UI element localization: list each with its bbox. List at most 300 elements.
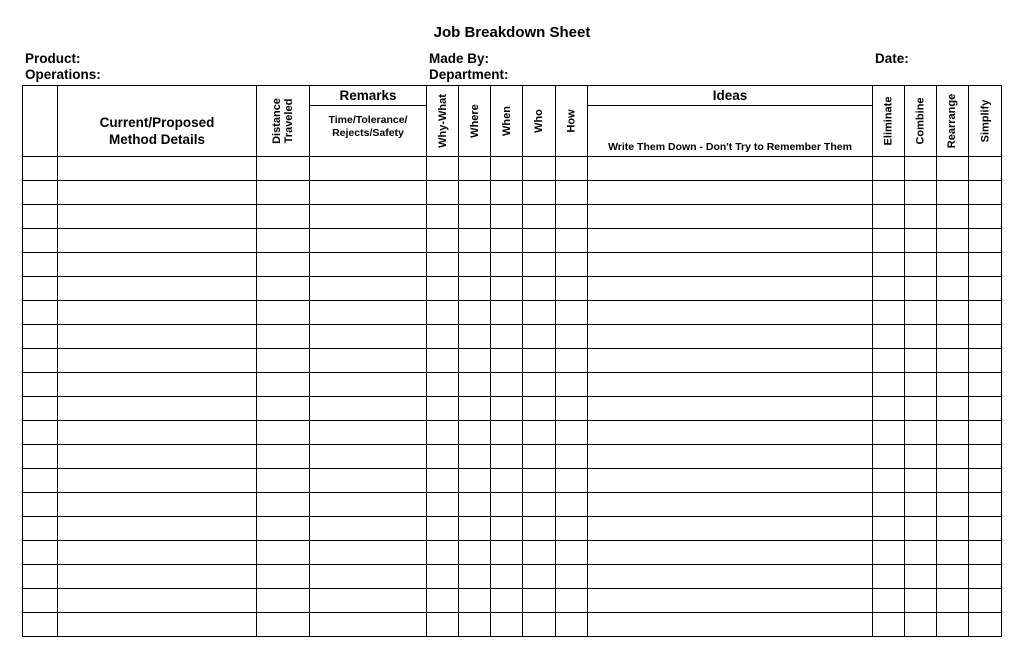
table-cell[interactable] <box>556 565 588 589</box>
table-cell[interactable] <box>905 325 937 349</box>
table-cell[interactable] <box>523 517 556 541</box>
table-cell[interactable] <box>310 229 427 253</box>
table-cell[interactable] <box>905 565 937 589</box>
table-cell[interactable] <box>523 373 556 397</box>
table-cell[interactable] <box>23 373 58 397</box>
table-cell[interactable] <box>491 325 523 349</box>
table-cell[interactable] <box>523 589 556 613</box>
table-cell[interactable] <box>427 325 459 349</box>
table-cell[interactable] <box>905 541 937 565</box>
table-cell[interactable] <box>427 589 459 613</box>
table-cell[interactable] <box>873 541 905 565</box>
table-cell[interactable] <box>459 445 491 469</box>
table-cell[interactable] <box>588 469 873 493</box>
table-cell[interactable] <box>523 157 556 181</box>
table-cell[interactable] <box>905 253 937 277</box>
table-cell[interactable] <box>310 613 427 637</box>
table-cell[interactable] <box>969 229 1002 253</box>
table-cell[interactable] <box>459 469 491 493</box>
table-cell[interactable] <box>873 445 905 469</box>
table-cell[interactable] <box>873 277 905 301</box>
table-cell[interactable] <box>969 517 1002 541</box>
table-cell[interactable] <box>556 301 588 325</box>
table-cell[interactable] <box>969 421 1002 445</box>
table-cell[interactable] <box>873 253 905 277</box>
table-cell[interactable] <box>873 469 905 493</box>
job-breakdown-table <box>22 85 1002 637</box>
table-cell[interactable] <box>905 301 937 325</box>
table-cell[interactable] <box>427 445 459 469</box>
table-cell[interactable] <box>523 445 556 469</box>
table-cell[interactable] <box>58 589 257 613</box>
table-cell[interactable] <box>491 397 523 421</box>
table-cell[interactable] <box>937 325 969 349</box>
header-rearrange-label: Rearrange <box>946 93 959 149</box>
table-cell[interactable] <box>969 541 1002 565</box>
table-cell[interactable] <box>969 253 1002 277</box>
table-cell[interactable] <box>257 397 310 421</box>
table-cell[interactable] <box>969 157 1002 181</box>
table-cell[interactable] <box>523 421 556 445</box>
table-cell[interactable] <box>588 589 873 613</box>
table-cell[interactable] <box>905 517 937 541</box>
table-cell[interactable] <box>23 277 58 301</box>
table-cell[interactable] <box>427 253 459 277</box>
table-cell[interactable] <box>873 421 905 445</box>
table-cell[interactable] <box>523 493 556 517</box>
table-cell[interactable] <box>427 541 459 565</box>
table-cell[interactable] <box>873 589 905 613</box>
table-cell[interactable] <box>523 253 556 277</box>
table-cell[interactable] <box>491 157 523 181</box>
table-cell[interactable] <box>905 277 937 301</box>
table-cell[interactable] <box>491 301 523 325</box>
table-cell[interactable] <box>257 565 310 589</box>
table-cell[interactable] <box>427 229 459 253</box>
table-cell[interactable] <box>310 469 427 493</box>
table-cell[interactable] <box>588 229 873 253</box>
table-cell[interactable] <box>937 349 969 373</box>
table-cell[interactable] <box>459 493 491 517</box>
table-cell[interactable] <box>491 349 523 373</box>
table-cell[interactable] <box>459 397 491 421</box>
table-cell[interactable] <box>937 229 969 253</box>
table-cell[interactable] <box>491 445 523 469</box>
table-cell[interactable] <box>58 397 257 421</box>
table-cell[interactable] <box>23 157 58 181</box>
table-cell[interactable] <box>58 373 257 397</box>
header-why-what <box>427 86 459 157</box>
header-ideas-sub: Write Them Down - Don't Try to Remember Them <box>588 106 873 157</box>
table-cell[interactable] <box>588 205 873 229</box>
table-cell[interactable] <box>588 157 873 181</box>
table-cell[interactable] <box>905 349 937 373</box>
table-cell[interactable] <box>491 373 523 397</box>
table-cell[interactable] <box>937 469 969 493</box>
table-cell[interactable] <box>427 373 459 397</box>
table-cell[interactable] <box>310 325 427 349</box>
table-cell[interactable] <box>556 349 588 373</box>
table-cell[interactable] <box>459 421 491 445</box>
table-cell[interactable] <box>427 301 459 325</box>
table-cell[interactable] <box>310 349 427 373</box>
table-cell[interactable] <box>257 373 310 397</box>
table-cell[interactable] <box>459 613 491 637</box>
table-cell[interactable] <box>905 205 937 229</box>
table-cell[interactable] <box>873 493 905 517</box>
table-cell[interactable] <box>556 373 588 397</box>
table-cell[interactable] <box>23 565 58 589</box>
table-cell[interactable] <box>937 301 969 325</box>
table-cell[interactable] <box>257 229 310 253</box>
table-cell[interactable] <box>969 565 1002 589</box>
table-cell[interactable] <box>523 325 556 349</box>
table-cell[interactable] <box>905 493 937 517</box>
table-cell[interactable] <box>905 229 937 253</box>
table-cell[interactable] <box>937 277 969 301</box>
table-cell[interactable] <box>873 517 905 541</box>
table-cell[interactable] <box>459 325 491 349</box>
table-cell[interactable] <box>491 517 523 541</box>
table-cell[interactable] <box>588 373 873 397</box>
table-cell[interactable] <box>969 613 1002 637</box>
table-cell[interactable] <box>523 469 556 493</box>
table-cell[interactable] <box>873 613 905 637</box>
table-cell[interactable] <box>58 229 257 253</box>
table-cell[interactable] <box>23 493 58 517</box>
table-cell[interactable] <box>58 277 257 301</box>
table-cell[interactable] <box>556 205 588 229</box>
table-cell[interactable] <box>427 397 459 421</box>
table-cell[interactable] <box>969 373 1002 397</box>
table-cell[interactable] <box>58 253 257 277</box>
header-rearrange <box>937 86 969 157</box>
table-cell[interactable] <box>937 373 969 397</box>
table-cell[interactable] <box>905 589 937 613</box>
table-cell[interactable] <box>58 181 257 205</box>
table-row <box>23 493 1002 517</box>
table-cell[interactable] <box>257 157 310 181</box>
table-cell[interactable] <box>58 517 257 541</box>
table-cell[interactable] <box>310 277 427 301</box>
table-cell[interactable] <box>969 445 1002 469</box>
table-cell[interactable] <box>523 277 556 301</box>
table-cell[interactable] <box>310 373 427 397</box>
table-cell[interactable] <box>969 349 1002 373</box>
table-cell[interactable] <box>588 493 873 517</box>
table-cell[interactable] <box>556 277 588 301</box>
table-cell[interactable] <box>556 469 588 493</box>
table-cell[interactable] <box>556 325 588 349</box>
table-cell[interactable] <box>523 205 556 229</box>
table-row <box>23 373 1002 397</box>
table-cell[interactable] <box>58 469 257 493</box>
table-cell[interactable] <box>23 229 58 253</box>
header-eliminate-label: Eliminate <box>882 96 895 146</box>
table-cell[interactable] <box>459 229 491 253</box>
table-cell[interactable] <box>937 493 969 517</box>
header-who-label: Who <box>532 109 545 133</box>
table-cell[interactable] <box>873 565 905 589</box>
table-cell[interactable] <box>459 181 491 205</box>
table-cell[interactable] <box>23 541 58 565</box>
table-cell[interactable] <box>588 517 873 541</box>
table-cell[interactable] <box>556 589 588 613</box>
table-cell[interactable] <box>556 397 588 421</box>
department-label: Department: <box>429 67 509 82</box>
table-cell[interactable] <box>491 229 523 253</box>
table-cell[interactable] <box>257 517 310 541</box>
table-cell[interactable] <box>58 493 257 517</box>
table-cell[interactable] <box>588 325 873 349</box>
table-row <box>23 397 1002 421</box>
table-cell[interactable] <box>556 229 588 253</box>
table-cell[interactable] <box>937 157 969 181</box>
table-cell[interactable] <box>905 445 937 469</box>
table-cell[interactable] <box>257 325 310 349</box>
table-cell[interactable] <box>523 181 556 205</box>
table-cell[interactable] <box>588 565 873 589</box>
table-cell[interactable] <box>459 157 491 181</box>
table-cell[interactable] <box>23 349 58 373</box>
table-cell[interactable] <box>523 397 556 421</box>
table-row <box>23 253 1002 277</box>
table-cell[interactable] <box>588 445 873 469</box>
table-cell[interactable] <box>427 517 459 541</box>
table-cell[interactable] <box>588 613 873 637</box>
table-cell[interactable] <box>23 589 58 613</box>
table-cell[interactable] <box>257 469 310 493</box>
table-cell[interactable] <box>873 349 905 373</box>
table-cell[interactable] <box>257 301 310 325</box>
table-cell[interactable] <box>459 565 491 589</box>
table-cell[interactable] <box>969 325 1002 349</box>
table-cell[interactable] <box>588 421 873 445</box>
table-cell[interactable] <box>310 565 427 589</box>
table-cell[interactable] <box>310 445 427 469</box>
table-cell[interactable] <box>459 205 491 229</box>
table-cell[interactable] <box>556 613 588 637</box>
table-cell[interactable] <box>257 541 310 565</box>
table-cell[interactable] <box>58 445 257 469</box>
table-cell[interactable] <box>873 157 905 181</box>
table-cell[interactable] <box>23 421 58 445</box>
table-cell[interactable] <box>905 613 937 637</box>
table-cell[interactable] <box>310 253 427 277</box>
table-cell[interactable] <box>491 421 523 445</box>
table-cell[interactable] <box>969 181 1002 205</box>
table-cell[interactable] <box>937 541 969 565</box>
table-cell[interactable] <box>257 349 310 373</box>
table-cell[interactable] <box>459 301 491 325</box>
table-cell[interactable] <box>23 253 58 277</box>
table-cell[interactable] <box>427 205 459 229</box>
table-cell[interactable] <box>588 349 873 373</box>
table-cell[interactable] <box>459 517 491 541</box>
table-cell[interactable] <box>523 613 556 637</box>
table-cell[interactable] <box>937 445 969 469</box>
table-cell[interactable] <box>556 181 588 205</box>
table-cell[interactable] <box>58 205 257 229</box>
table-cell[interactable] <box>556 445 588 469</box>
table-cell[interactable] <box>905 421 937 445</box>
table-cell[interactable] <box>257 205 310 229</box>
table-cell[interactable] <box>491 469 523 493</box>
table-cell[interactable] <box>257 277 310 301</box>
operations-label: Operations: <box>25 67 101 82</box>
table-cell[interactable] <box>427 349 459 373</box>
table-cell[interactable] <box>491 541 523 565</box>
table-cell[interactable] <box>427 469 459 493</box>
table-cell[interactable] <box>427 613 459 637</box>
page-title: Job Breakdown Sheet <box>433 24 591 41</box>
table-cell[interactable] <box>588 181 873 205</box>
table-cell[interactable] <box>58 325 257 349</box>
table-cell[interactable] <box>937 205 969 229</box>
table-cell[interactable] <box>310 181 427 205</box>
table-cell[interactable] <box>969 277 1002 301</box>
table-cell[interactable] <box>523 301 556 325</box>
table-cell[interactable] <box>257 493 310 517</box>
table-cell[interactable] <box>937 421 969 445</box>
table-cell[interactable] <box>873 301 905 325</box>
table-cell[interactable] <box>556 493 588 517</box>
table-cell[interactable] <box>427 277 459 301</box>
table-cell[interactable] <box>58 565 257 589</box>
table-cell[interactable] <box>873 373 905 397</box>
table-row <box>23 325 1002 349</box>
table-cell[interactable] <box>58 541 257 565</box>
table-cell[interactable] <box>427 421 459 445</box>
table-cell[interactable] <box>427 157 459 181</box>
table-cell[interactable] <box>23 469 58 493</box>
table-cell[interactable] <box>58 421 257 445</box>
table-cell[interactable] <box>257 445 310 469</box>
table-cell[interactable] <box>969 301 1002 325</box>
table-cell[interactable] <box>523 541 556 565</box>
table-cell[interactable] <box>310 589 427 613</box>
table-cell[interactable] <box>491 493 523 517</box>
table-cell[interactable] <box>873 325 905 349</box>
table-cell[interactable] <box>969 397 1002 421</box>
table-cell[interactable] <box>969 469 1002 493</box>
table-cell[interactable] <box>310 421 427 445</box>
table-cell[interactable] <box>873 397 905 421</box>
table-cell[interactable] <box>310 397 427 421</box>
table-cell[interactable] <box>257 181 310 205</box>
table-cell[interactable] <box>588 301 873 325</box>
table-cell[interactable] <box>588 541 873 565</box>
table-cell[interactable] <box>310 517 427 541</box>
table-cell[interactable] <box>459 373 491 397</box>
table-cell[interactable] <box>523 349 556 373</box>
table-cell[interactable] <box>310 157 427 181</box>
table-cell[interactable] <box>937 181 969 205</box>
table-cell[interactable] <box>523 565 556 589</box>
header-remarks-sub-line1: Time/Tolerance/ <box>328 114 408 126</box>
table-cell[interactable] <box>257 421 310 445</box>
table-cell[interactable] <box>873 181 905 205</box>
table-cell[interactable] <box>905 157 937 181</box>
table-cell[interactable] <box>310 541 427 565</box>
table-cell[interactable] <box>23 205 58 229</box>
table-cell[interactable] <box>491 205 523 229</box>
table-cell[interactable] <box>937 565 969 589</box>
table-cell[interactable] <box>873 205 905 229</box>
table-cell[interactable] <box>556 541 588 565</box>
table-cell[interactable] <box>459 541 491 565</box>
table-cell[interactable] <box>556 253 588 277</box>
table-cell[interactable] <box>58 301 257 325</box>
table-cell[interactable] <box>969 205 1002 229</box>
table-cell[interactable] <box>873 229 905 253</box>
table-cell[interactable] <box>491 565 523 589</box>
table-cell[interactable] <box>23 613 58 637</box>
table-cell[interactable] <box>556 421 588 445</box>
table-cell[interactable] <box>58 349 257 373</box>
table-row <box>23 541 1002 565</box>
table-cell[interactable] <box>23 181 58 205</box>
table-cell[interactable] <box>23 517 58 541</box>
table-cell[interactable] <box>556 157 588 181</box>
table-cell[interactable] <box>491 181 523 205</box>
table-cell[interactable] <box>459 277 491 301</box>
table-cell[interactable] <box>937 517 969 541</box>
table-cell[interactable] <box>459 589 491 613</box>
table-cell[interactable] <box>310 205 427 229</box>
table-cell[interactable] <box>257 253 310 277</box>
table-cell[interactable] <box>523 229 556 253</box>
table-cell[interactable] <box>937 613 969 637</box>
table-cell[interactable] <box>427 493 459 517</box>
table-cell[interactable] <box>310 493 427 517</box>
table-cell[interactable] <box>937 253 969 277</box>
table-row <box>23 205 1002 229</box>
table-cell[interactable] <box>905 373 937 397</box>
table-cell[interactable] <box>23 301 58 325</box>
table-cell[interactable] <box>905 397 937 421</box>
table-cell[interactable] <box>257 613 310 637</box>
table-cell[interactable] <box>491 277 523 301</box>
table-cell[interactable] <box>491 589 523 613</box>
table-cell[interactable] <box>905 469 937 493</box>
table-cell[interactable] <box>459 253 491 277</box>
table-cell[interactable] <box>969 493 1002 517</box>
table-cell[interactable] <box>58 613 257 637</box>
table-cell[interactable] <box>937 589 969 613</box>
table-cell[interactable] <box>491 613 523 637</box>
table-cell[interactable] <box>23 445 58 469</box>
table-cell[interactable] <box>459 349 491 373</box>
table-cell[interactable] <box>310 301 427 325</box>
table-cell[interactable] <box>588 397 873 421</box>
table-cell[interactable] <box>588 277 873 301</box>
table-cell[interactable] <box>23 397 58 421</box>
table-cell[interactable] <box>491 253 523 277</box>
table-cell[interactable] <box>588 253 873 277</box>
table-cell[interactable] <box>23 325 58 349</box>
table-cell[interactable] <box>905 181 937 205</box>
header-index <box>23 86 58 157</box>
table-cell[interactable] <box>257 589 310 613</box>
table-cell[interactable] <box>427 565 459 589</box>
table-cell[interactable] <box>556 517 588 541</box>
table-cell[interactable] <box>58 157 257 181</box>
table-cell[interactable] <box>969 589 1002 613</box>
header-who <box>523 86 556 157</box>
table-cell[interactable] <box>427 181 459 205</box>
table-cell[interactable] <box>937 397 969 421</box>
